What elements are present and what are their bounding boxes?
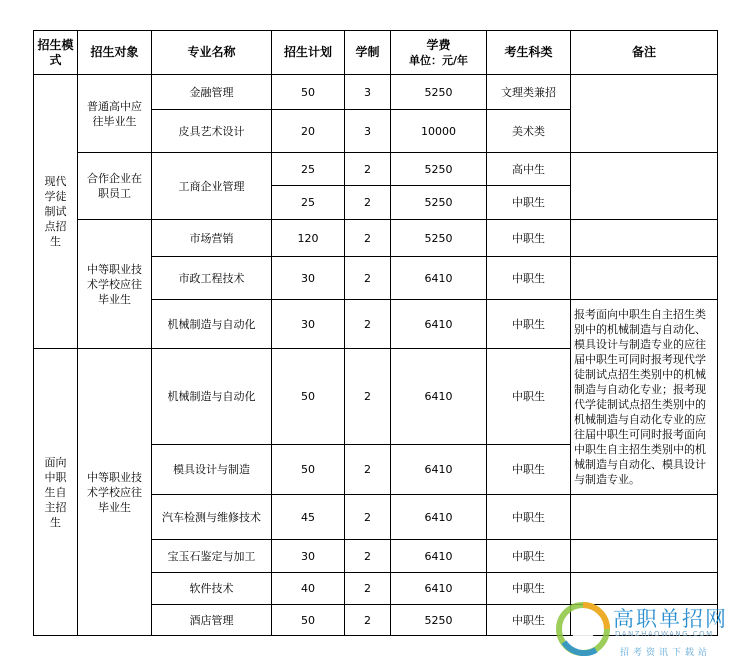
cell-major: 模具设计与制造	[152, 445, 272, 495]
cell-subject: 中职生	[487, 540, 571, 573]
header-row	[34, 31, 718, 75]
cell-fee: 5250	[391, 220, 487, 257]
cell-duration: 2	[345, 257, 391, 300]
cell-plan: 30	[272, 540, 345, 573]
cell-major: 金融管理	[152, 75, 272, 110]
cell-plan: 50	[272, 445, 345, 495]
cell-plan: 20	[272, 110, 345, 153]
cell-subject: 中职生	[487, 495, 571, 540]
cell-duration: 2	[345, 495, 391, 540]
target-vocational-grads-a: 中等职业技术学校应往毕业生	[78, 220, 152, 349]
header-remark: 备注	[571, 31, 718, 75]
cell-plan: 50	[272, 605, 345, 636]
cell-plan: 50	[272, 349, 345, 445]
cell-fee: 5250	[391, 153, 487, 186]
cell-fee: 5250	[391, 605, 487, 636]
cell-subject: 中职生	[487, 605, 571, 636]
cell-fee: 6410	[391, 540, 487, 573]
cell-plan: 25	[272, 186, 345, 220]
mode-independent: 面向中职生自主招生	[34, 349, 78, 636]
header-subject: 考生科类	[487, 31, 571, 75]
admissions-table	[33, 30, 718, 636]
watermark-domain: DANZHAOWANG.COM	[615, 630, 714, 638]
cell-fee: 6410	[391, 445, 487, 495]
cell-plan: 30	[272, 257, 345, 300]
cell-duration: 2	[345, 573, 391, 605]
cell-plan: 45	[272, 495, 345, 540]
cell-remark-empty	[571, 540, 718, 573]
cell-subject: 高中生	[487, 153, 571, 186]
cell-duration: 2	[345, 153, 391, 186]
cell-duration: 2	[345, 540, 391, 573]
watermark-slogan: 招考资讯下载站	[620, 648, 712, 658]
cell-fee: 5250	[391, 186, 487, 220]
cell-plan: 120	[272, 220, 345, 257]
target-vocational-grads-b: 中等职业技术学校应往毕业生	[78, 349, 152, 636]
cell-plan: 40	[272, 573, 345, 605]
table-row	[34, 220, 718, 257]
table-row	[34, 75, 718, 110]
cell-major: 汽车检测与维修技术	[152, 495, 272, 540]
header-fee	[391, 31, 487, 75]
target-enterprise-staff: 合作企业在职员工	[78, 153, 152, 220]
cell-plan: 25	[272, 153, 345, 186]
cell-subject: 中职生	[487, 445, 571, 495]
cell-subject: 中职生	[487, 573, 571, 605]
cell-major: 软件技术	[152, 573, 272, 605]
header-major: 专业名称	[152, 31, 272, 75]
cell-subject: 中职生	[487, 300, 571, 349]
cell-subject: 中职生	[487, 186, 571, 220]
cell-major: 皮具艺术设计	[152, 110, 272, 153]
header-fee-unit: 单位：元/年	[408, 53, 469, 67]
watermark-title: 高职单招网	[613, 607, 728, 631]
cell-duration: 2	[345, 300, 391, 349]
cell-remark-empty	[571, 153, 718, 220]
cell-duration: 2	[345, 445, 391, 495]
cell-major: 工商企业管理	[152, 153, 272, 220]
header-duration: 学制	[345, 31, 391, 75]
cell-fee: 6410	[391, 495, 487, 540]
cell-duration: 2	[345, 349, 391, 445]
cell-subject: 美术类	[487, 110, 571, 153]
remark-note: 报考面向中职生自主招生类别中的机械制造与自动化、模具设计与制造专业的应往届中职生可同时报考现代学徒制试点招生类别中的机械制造与自动化专业；报考现代学徒制试点招生类别中的机械制造与自动化专业的应往届中职生可同时报考面向中职生自主招生类别中的机械制造与自动化、模具设计与制造专业。	[571, 300, 718, 495]
cell-duration: 2	[345, 605, 391, 636]
cell-fee: 10000	[391, 110, 487, 153]
watermark	[556, 600, 754, 661]
cell-subject: 文理类兼招	[487, 75, 571, 110]
cell-duration: 2	[345, 220, 391, 257]
cell-duration: 3	[345, 110, 391, 153]
header-fee-label: 学费	[426, 37, 451, 52]
cell-duration: 3	[345, 75, 391, 110]
cell-major: 市场营销	[152, 220, 272, 257]
cell-remark-empty	[571, 495, 718, 540]
watermark-logo-icon	[556, 602, 610, 656]
cell-fee: 6410	[391, 349, 487, 445]
cell-fee: 5250	[391, 75, 487, 110]
cell-fee: 6410	[391, 573, 487, 605]
cell-major: 机械制造与自动化	[152, 300, 272, 349]
cell-fee: 6410	[391, 257, 487, 300]
cell-subject: 中职生	[487, 257, 571, 300]
header-plan: 招生计划	[272, 31, 345, 75]
cell-remark-empty	[571, 257, 718, 300]
cell-fee: 6410	[391, 300, 487, 349]
mode-apprentice: 现代学徒制试点招生	[34, 75, 78, 349]
target-high-school-grads: 普通高中应往毕业生	[78, 75, 152, 153]
cell-major: 酒店管理	[152, 605, 272, 636]
cell-subject: 中职生	[487, 220, 571, 257]
cell-remark-empty	[571, 220, 718, 257]
cell-subject: 中职生	[487, 349, 571, 445]
header-mode: 招生模式	[34, 31, 78, 75]
cell-plan: 50	[272, 75, 345, 110]
cell-major: 市政工程技术	[152, 257, 272, 300]
cell-major: 宝玉石鉴定与加工	[152, 540, 272, 573]
header-target: 招生对象	[78, 31, 152, 75]
table-row	[34, 153, 718, 186]
cell-duration: 2	[345, 186, 391, 220]
cell-plan: 30	[272, 300, 345, 349]
cell-remark-empty	[571, 75, 718, 153]
cell-major: 机械制造与自动化	[152, 349, 272, 445]
